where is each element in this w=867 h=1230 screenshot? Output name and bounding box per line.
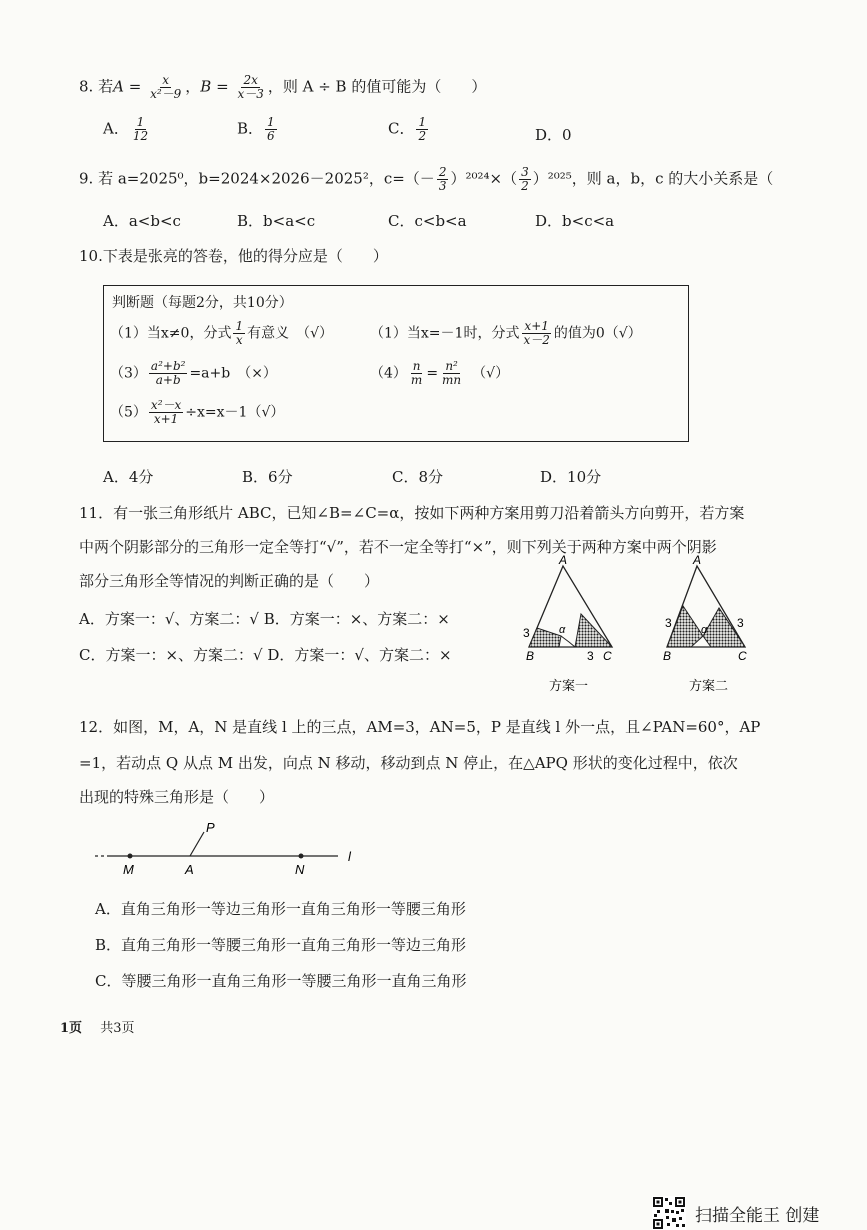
q11-fig1-len-2: 3 [587, 649, 594, 663]
q11-fig2-angle: α [701, 624, 708, 636]
page-number: 1页 [60, 1021, 83, 1036]
q8-fraction-a [148, 74, 183, 101]
q11-line-2: 中两个阴影部分的三角形一定全等打“√”，若不一定全等打“×”，则下列关于两种方案中两个阴影 [79, 538, 717, 556]
q10-item-3-frac [149, 360, 188, 387]
q11-fig1-label-a: A [559, 553, 568, 567]
q10-item-4-frac-1 [409, 360, 424, 387]
page-total: 共3页 [100, 1021, 135, 1036]
q8-option-b [237, 116, 279, 143]
q10-item-4-pre: （4） [370, 365, 407, 382]
scanner-watermark [652, 1196, 819, 1230]
q11-fig2-caption: 方案二 [689, 678, 729, 693]
q11-fig1-shade-left [529, 628, 561, 647]
q8-option-c [388, 116, 430, 143]
q9-frac-1-num: 2 [438, 165, 447, 179]
q11-fig1-label-c: C [603, 649, 612, 663]
q8-option-c-frac [416, 116, 428, 143]
q10-item-4-den1: m [410, 373, 423, 387]
q11-fig1-len-1: 3 [523, 626, 530, 640]
q11-fig1-angle: α [559, 624, 566, 636]
q11-option-ab: A．方案一：√、方案二：√ B．方案一：×、方案二：× [79, 610, 450, 628]
q11-fig1-label-b: B [526, 649, 535, 663]
q11-option-cd: C．方案一：×、方案二：√ D．方案一：√、方案二：× [79, 646, 452, 664]
q10-item-1-pre: （1）当x≠0，分式 [110, 325, 232, 342]
q10-item-5-num: x²－x [150, 398, 182, 412]
q11-figure-plan-2 [655, 552, 765, 697]
q11-fig2-label-b: B [663, 649, 672, 663]
q10-item-3-pre: （3） [110, 365, 147, 382]
q8-option-c-num: 1 [418, 115, 427, 129]
q8-option-a-num: 1 [136, 115, 145, 129]
q8-option-b-frac [265, 116, 277, 143]
q8-option-a [103, 116, 152, 143]
q12-point-m [128, 854, 133, 859]
q8-a-num: x [162, 73, 170, 87]
q8-a-den: x²－9 [150, 87, 182, 101]
q9-option-d: D．b<c<a [535, 212, 615, 230]
q8-option-a-key: A． [103, 119, 129, 138]
q10-item-5-den: x+1 [153, 412, 179, 426]
q10-option-d: D．10分 [540, 468, 602, 486]
q10-item-5-frac [149, 399, 183, 426]
q10-option-a: A．4分 [103, 468, 154, 486]
q11-line-3: 部分三角形全等情况的判断正确的是（ ） [79, 572, 380, 590]
q10-item-4-eq: = [426, 365, 439, 382]
q11-fig1-cut-line [561, 636, 575, 647]
q8-option-b-num: 1 [267, 115, 275, 129]
q9-frac-2-num: 3 [521, 165, 529, 179]
q10-item-2-den: x－2 [523, 333, 550, 347]
q10-item-2-pre: （1）当x=－1时，分式 [370, 325, 520, 342]
q10-item-1 [110, 320, 333, 347]
q11-fig2-len-2: 3 [737, 616, 744, 630]
q8-number: 8. [79, 77, 94, 96]
q10-item-5-pre: （5） [110, 404, 147, 421]
q10-option-c: C．8分 [392, 468, 444, 486]
q8-option-a-den: 12 [132, 129, 149, 143]
q10-item-4-num2: n² [445, 359, 458, 373]
q10-item-1-num: 1 [235, 319, 244, 333]
q9-frac-1-den: 3 [438, 179, 447, 193]
q9-post: ）²⁰²⁵，则 a，b，c 的大小关系是（ [532, 169, 774, 188]
page-footer [60, 1017, 134, 1036]
q9-option-b: B．b<a<c [237, 212, 316, 230]
watermark-text: 扫描全能王 创建 [695, 1205, 820, 1226]
q11-fig2-len-1: 3 [665, 616, 672, 630]
q8-b-den: x－3 [237, 87, 264, 101]
q10-item-1-den: x [235, 333, 243, 347]
q8-fraction-b [235, 74, 265, 101]
q10-item-4-num1: n [412, 359, 421, 373]
q8-option-c-key: C． [388, 119, 415, 138]
q10-item-5-post: ÷x=x－1（√） [185, 404, 285, 421]
q10-item-4-post: （√） [465, 365, 510, 382]
q10-item-2-frac [521, 320, 551, 347]
q12-line-2: =1，若动点 Q 从点 M 出发，向点 N 移动，移动到点 N 停止，在△APQ 形状的变化过程中，依次 [79, 754, 738, 772]
q8-b-num: 2x [243, 73, 258, 87]
q10-item-4-frac-2 [440, 360, 463, 387]
q8-option-b-key: B． [237, 119, 264, 138]
q10-item-3 [110, 360, 277, 387]
q8-option-c-den: 2 [418, 129, 427, 143]
q12-label-p: P [206, 820, 215, 835]
q11-fig2-label-a: A [693, 553, 702, 567]
q11-fig1-shade-right [575, 614, 612, 647]
q12-option-a: A．直角三角形一等边三角形一直角三角形一等腰三角形 [95, 900, 466, 918]
q8-a-label: A = [113, 77, 142, 96]
q8-option-d-text: 0 [562, 126, 572, 144]
q10-item-1-frac [233, 320, 245, 347]
q10-item-5 [110, 399, 284, 426]
q12-label-l: l [348, 849, 351, 864]
q8-post: ，则 A ÷ B 的值可能为（ ） [267, 77, 487, 96]
q8-pre: 若 [98, 77, 114, 96]
q12-option-b: B．直角三角形一等腰三角形一直角三角形一等边三角形 [95, 936, 467, 954]
q10-item-1-post: 有意义 （√） [247, 325, 334, 342]
q12-label-n: N [295, 862, 305, 877]
qr-code-icon [652, 1196, 686, 1230]
q9-stem [79, 166, 773, 193]
q8-option-d-key: D． [535, 126, 563, 144]
q8-option-d [535, 124, 572, 145]
q8-stem [79, 74, 486, 101]
q8-b-label: B = [200, 77, 229, 96]
q9-option-a: A．a<b<c [103, 212, 181, 230]
q9-number: 9. [79, 169, 94, 188]
q10-stem: 10.下表是张亮的答卷，他的得分应是（ ） [79, 247, 388, 265]
q10-item-4 [370, 360, 509, 387]
q10-item-2-post: 的值为0（√） [553, 325, 642, 342]
q9-frac-2 [519, 166, 531, 193]
q10-box-title: 判断题（每题2分，共10分） [112, 295, 293, 311]
q10-item-3-num: a²+b² [150, 359, 186, 373]
q10-item-2 [370, 320, 642, 347]
q8-option-a-frac [131, 116, 150, 143]
q10-item-3-post: =a+b （×） [189, 365, 277, 382]
q12-option-c: C．等腰三角形一直角三角形一等腰三角形一直角三角形 [95, 972, 467, 990]
q10-answer-box [103, 285, 689, 442]
q9-stem-text: 若 a=2025⁰，b=2024×2026－2025²，c=（－ [98, 169, 435, 188]
q12-figure [90, 818, 370, 878]
q12-label-m: M [123, 862, 134, 877]
q12-segment-ap [190, 832, 204, 856]
q9-frac-2-den: 2 [521, 179, 529, 193]
q9-option-c: C．c<b<a [388, 212, 467, 230]
q10-item-3-den: a+b [155, 373, 181, 387]
q10-option-b: B．6分 [242, 468, 293, 486]
q8-option-b-den: 6 [267, 129, 275, 143]
q11-figure-plan-1 [515, 552, 625, 697]
q8-sep: ， [185, 77, 201, 96]
q11-fig1-caption: 方案一 [549, 678, 589, 693]
q12-line-3: 出现的特殊三角形是（ ） [79, 788, 275, 806]
q12-point-n [299, 854, 304, 859]
q9-frac-1 [437, 166, 449, 193]
q12-label-a: A [185, 862, 194, 877]
q10-item-2-num: x+1 [524, 319, 549, 333]
q12-line-1: 12．如图，M，A，N 是直线 l 上的三点，AM=3，AN=5，P 是直线 l 外一点，且∠PAN=60°，AP [79, 718, 761, 736]
q11-fig2-label-c: C [738, 649, 747, 663]
q9-mid: ）²⁰²⁴×（ [450, 169, 518, 188]
q11-line-1: 11．有一张三角形纸片 ABC，已知∠B=∠C=α，按如下两种方案用剪刀沿着箭头方向剪开，若方案 [79, 504, 745, 522]
q11-fig2-shade-left [667, 606, 703, 647]
q10-item-4-den2: mn [442, 373, 462, 387]
